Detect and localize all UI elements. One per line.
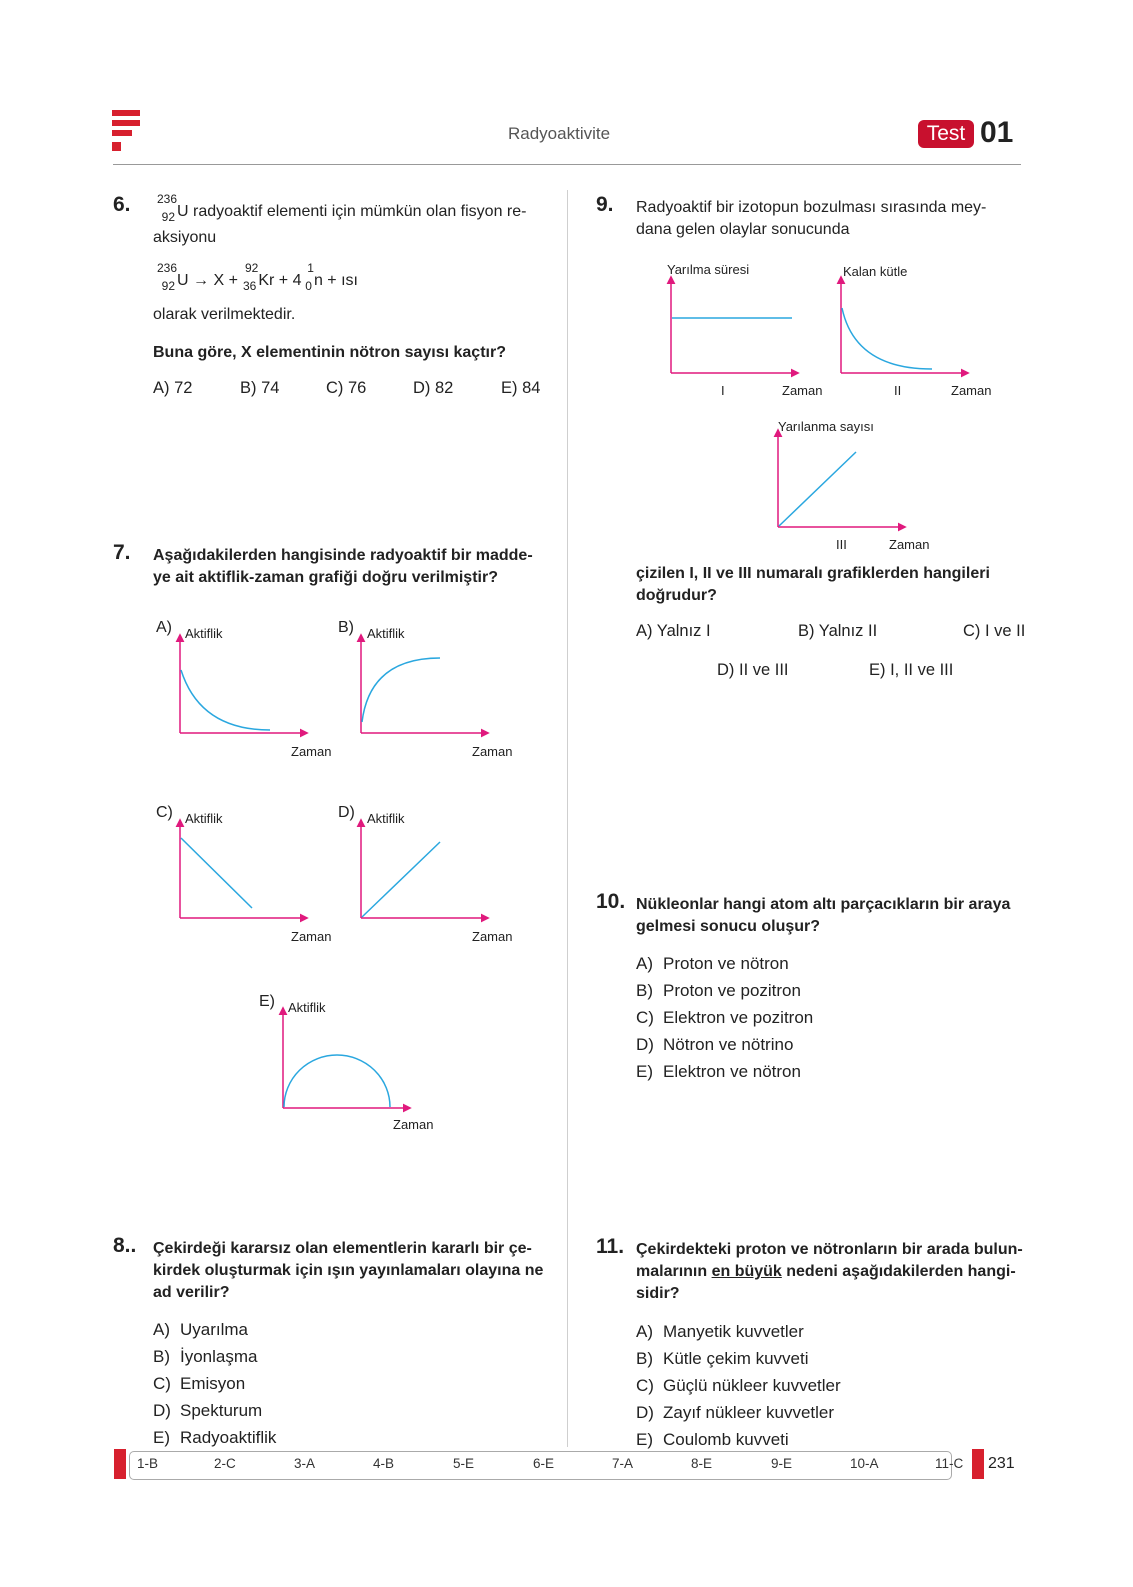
q8-option-e[interactable]: E) Radyoaktiflik [153,1428,277,1447]
q7-graph-a-letter[interactable]: A) [156,619,172,636]
q11-number: 11. [596,1235,625,1258]
q11-options [636,1322,841,1457]
q7-line1: Aşağıdakilerden hangisinde radyoaktif bir madde- [153,547,533,564]
answer-key-item: 5-E [453,1456,475,1471]
q6-option-c[interactable]: C) 76 [326,379,367,397]
footer-left-bar [114,1449,126,1479]
q7-graph-a-ylabel: Aktiflik [185,626,223,641]
q9-graph-1-xlabel: Zaman [782,383,823,398]
q10-number: 10. [596,890,626,913]
q7-graph-d-xlabel: Zaman [472,929,513,944]
answer-key-item: 4-B [373,1456,395,1471]
q9-graph-2-ylabel: Kalan kütle [843,264,908,279]
q7-graph-c-letter[interactable]: C) [156,804,173,821]
answer-key-item: 8-E [691,1456,713,1471]
increasing-line [779,452,856,526]
q8-options [153,1320,276,1455]
q7-graph-d-letter[interactable]: D) [338,804,355,821]
q9-option-c[interactable]: C) I ve II [963,622,1026,640]
q9-question2: doğrudur? [636,587,717,604]
q7-graph-e-letter[interactable]: E) [259,993,275,1010]
q7-number: 7. [113,541,131,564]
q9-graph-2-roman: II [894,383,902,398]
q7-graph-b-letter[interactable]: B) [338,619,354,636]
answer-key-item: 3-A [294,1456,316,1471]
q8-line2: kirdek oluşturmak için ışın yayınlamaları olayına ne [153,1262,544,1279]
q9-graph-2-xlabel: Zaman [951,383,992,398]
q8-line1: Çekirdeği kararsız olan elementlerin kararlı bir çe- [153,1240,532,1257]
page-number: 231 [988,1455,1015,1472]
q7-line2: ye ait aktiflik-zaman grafiği doğru verilmiştir? [153,569,498,586]
q9-graph-1-roman: I [721,383,725,398]
q8-option-d[interactable]: D) Spekturum [153,1401,263,1420]
q9-question1: çizilen I, II ve III numaralı grafiklerden hangileri [636,565,990,582]
test-badge: Test [918,120,974,148]
q6-option-a[interactable]: A) 72 [153,379,193,397]
q6-line3: olarak verilmektedir. [153,306,296,323]
q6-question: Buna göre, X elementinin nötron sayısı kaçtır? [153,344,506,361]
q7-graph-b[interactable] [361,635,488,733]
q9-line1: Radyoaktif bir izotopun bozulması sırasında mey- [636,199,987,216]
answer-key-item: 1-B [137,1456,159,1471]
growth-curve [362,658,440,722]
q8-line3: ad verilir? [153,1284,230,1301]
q9-option-a[interactable]: A) Yalnız I [636,622,711,640]
q7-graph-c-ylabel: Aktiflik [185,811,223,826]
q9-line2: dana gelen olaylar sonucunda [636,221,850,238]
q11-line3: sidir? [636,1285,680,1302]
answer-key-item: 7-A [612,1456,634,1471]
q6-number: 6. [113,193,131,216]
q8-option-c[interactable]: C) Emisyon [153,1374,246,1393]
footer-right-bar [972,1449,984,1479]
q11-option-d[interactable]: D) Zayıf nükleer kuvvetler [636,1403,835,1422]
q8-option-a[interactable]: A) Uyarılma [153,1320,249,1339]
page-title: Radyoaktivite [508,124,611,143]
q10-option-e[interactable]: E) Elektron ve nötron [636,1062,801,1081]
q6-line1: 236 92 U radyoaktif elementi için mümkün olan fisyon re- [153,196,526,223]
q10-line1: Nükleonlar hangi atom altı parçacıkların bir araya [636,896,1011,913]
q7-graph-e-ylabel: Aktiflik [288,1000,326,1015]
q7-graph-d[interactable] [361,820,488,918]
q7-graph-b-ylabel: Aktiflik [367,626,405,641]
q10-line2: gelmesi sonucu oluşur? [636,918,821,935]
q11-line2: malarının en büyük nedeni aşağıdakilerden hangi- [636,1263,1016,1280]
q9-option-e[interactable]: E) I, II ve III [869,661,954,679]
q11-option-a[interactable]: A) Manyetik kuvvetler [636,1322,804,1341]
q9-graph-3-ylabel: Yarılanma sayısı [778,419,874,434]
q7-graph-a[interactable] [180,635,307,733]
test-number: 01 [980,116,1014,149]
q9-graph-3-roman: III [836,537,847,552]
answer-key-item: 11-C [935,1456,964,1471]
decay-curve [842,308,932,369]
increasing-line [362,842,440,917]
q9-option-b[interactable]: B) Yalnız II [798,622,878,640]
q9-number: 9. [596,193,614,216]
decay-curve [181,670,270,730]
q10-option-d[interactable]: D) Nötron ve nötrino [636,1035,794,1054]
q9-graph-1 [671,277,798,373]
q6-reaction: 236 92 U → X + 92 36 Kr + 4 1 0 n + ısı [156,261,358,293]
q7-graph-b-xlabel: Zaman [472,744,513,759]
q10-option-c[interactable]: C) Elektron ve pozitron [636,1008,814,1027]
q6-line2: aksiyonu [153,229,217,246]
answer-key-item: 6-E [533,1456,555,1471]
q9-option-d[interactable]: D) II ve III [717,661,789,679]
q10-option-b[interactable]: B) Proton ve pozitron [636,981,801,1000]
q10-option-a[interactable]: A) Proton ve nötron [636,954,789,973]
q9-graph-1-ylabel: Yarılma süresi [667,262,750,277]
q11-option-b[interactable]: B) Kütle çekim kuvveti [636,1349,809,1368]
answer-key-item: 2-C [214,1456,236,1471]
q10-options [636,954,813,1089]
q9-graph-3 [778,430,905,527]
q7-graph-e[interactable] [283,1008,410,1108]
q9-graph-3-xlabel: Zaman [889,537,930,552]
answer-key-item: 10-A [850,1456,879,1471]
q7-graph-c-xlabel: Zaman [291,929,332,944]
q7-graph-a-xlabel: Zaman [291,744,332,759]
q7-graph-e-xlabel: Zaman [393,1117,434,1132]
q11-option-e[interactable]: E) Coulomb kuvveti [636,1430,789,1449]
q8-option-b[interactable]: B) İyonlaşma [153,1347,258,1366]
decreasing-line [181,838,252,908]
q7-graph-c[interactable] [180,820,307,918]
q11-line1: Çekirdekteki proton ve nötronların bir arada bulun- [636,1241,1023,1258]
q11-option-c[interactable]: C) Güçlü nükleer kuvvetler [636,1376,841,1395]
u-nuclide: 236 92 [156,192,177,224]
q9-graph-2 [841,277,968,373]
answer-key-item: 9-E [771,1456,793,1471]
arc-curve [284,1055,390,1107]
q6-option-b[interactable]: B) 74 [240,379,280,397]
q6-option-e[interactable]: E) 84 [501,379,541,397]
q7-graph-d-ylabel: Aktiflik [367,811,405,826]
q6-option-d[interactable]: D) 82 [413,379,454,397]
q11-underlined-phrase: en büyük [711,1263,782,1280]
q8-number: 8.. [113,1234,137,1257]
